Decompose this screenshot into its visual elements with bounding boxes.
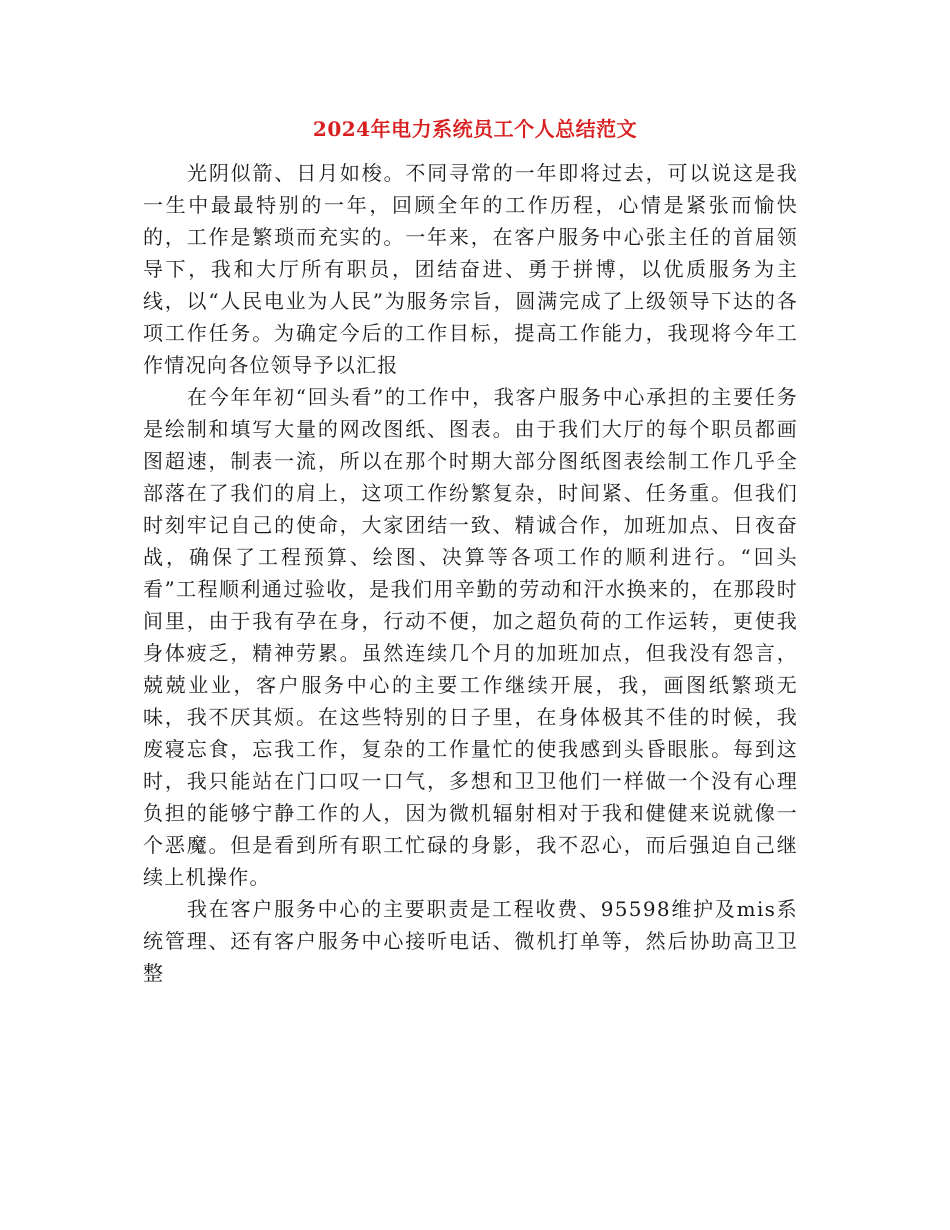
paragraph-2: 在今年年初“回头看”的工作中，我客户服务中心承担的主要任务是绘制和填写大量的网改图纸、图表。由于我们大厅的每个职员都画图超速，制表一流，所以在那个时期大部分图纸图表绘制工作几乎全部落在了我们的肩上，这项工作纷繁复杂，时间紧、任务重。但我们时刻牢记自己的使命，大家团结一致、精诚合作，加班加点、日夜奋战，确保了工程预算、绘图、决算等各项工作的顺利进行。“回头看”工程顺利通过验收，是我们用辛勤的劳动和汗水换来的，在那段时间里，由于我有孕在身，行动不便，加之超负荷的工作运转，更使我身体疲乏，精神劳累。虽然连续几个月的加班加点，但我没有怨言，兢兢业业，客户服务中心的主要工作继续开展，我，画图纸繁琐无味，我不厌其烦。在这些特别的日子里，在身体极其不佳的时候，我废寝忘食，忘我工作，复杂的工作量忙的使我感到头昏眼胀。每到这时，我只能站在门口叹一口气，多想和卫卫他们一样做一个没有心理负担的能够宁静工作的人，因为微机辐射相对于我和健健来说就像一个恶魔。但是看到所有职工忙碌的身影，我不忍心，而后强迫自己继续上机操作。	[143, 385, 798, 889]
document-title: 2024年电力系统员工个人总结范文	[312, 117, 638, 141]
document-body	[143, 157, 798, 989]
paragraph-3: 我在客户服务中心的主要职责是工程收费、95598维护及mis系统管理、还有客户服务中心接听电话、微机打单等，然后协助高卫卫整	[143, 897, 798, 985]
paragraph-1: 光阴似箭、日月如梭。不同寻常的一年即将过去，可以说这是我一生中最最特别的一年，回顾全年的工作历程，心情是紧张而愉快的，工作是繁琐而充实的。一年来，在客户服务中心张主任的首届领导下，我和大厅所有职员，团结奋进、勇于拼博，以优质服务为主线，以“人民电业为人民”为服务宗旨，圆满完成了上级领导下达的各项工作任务。为确定今后的工作目标，提高工作能力，我现将今年工作情况向各位领导予以汇报	[143, 161, 798, 377]
